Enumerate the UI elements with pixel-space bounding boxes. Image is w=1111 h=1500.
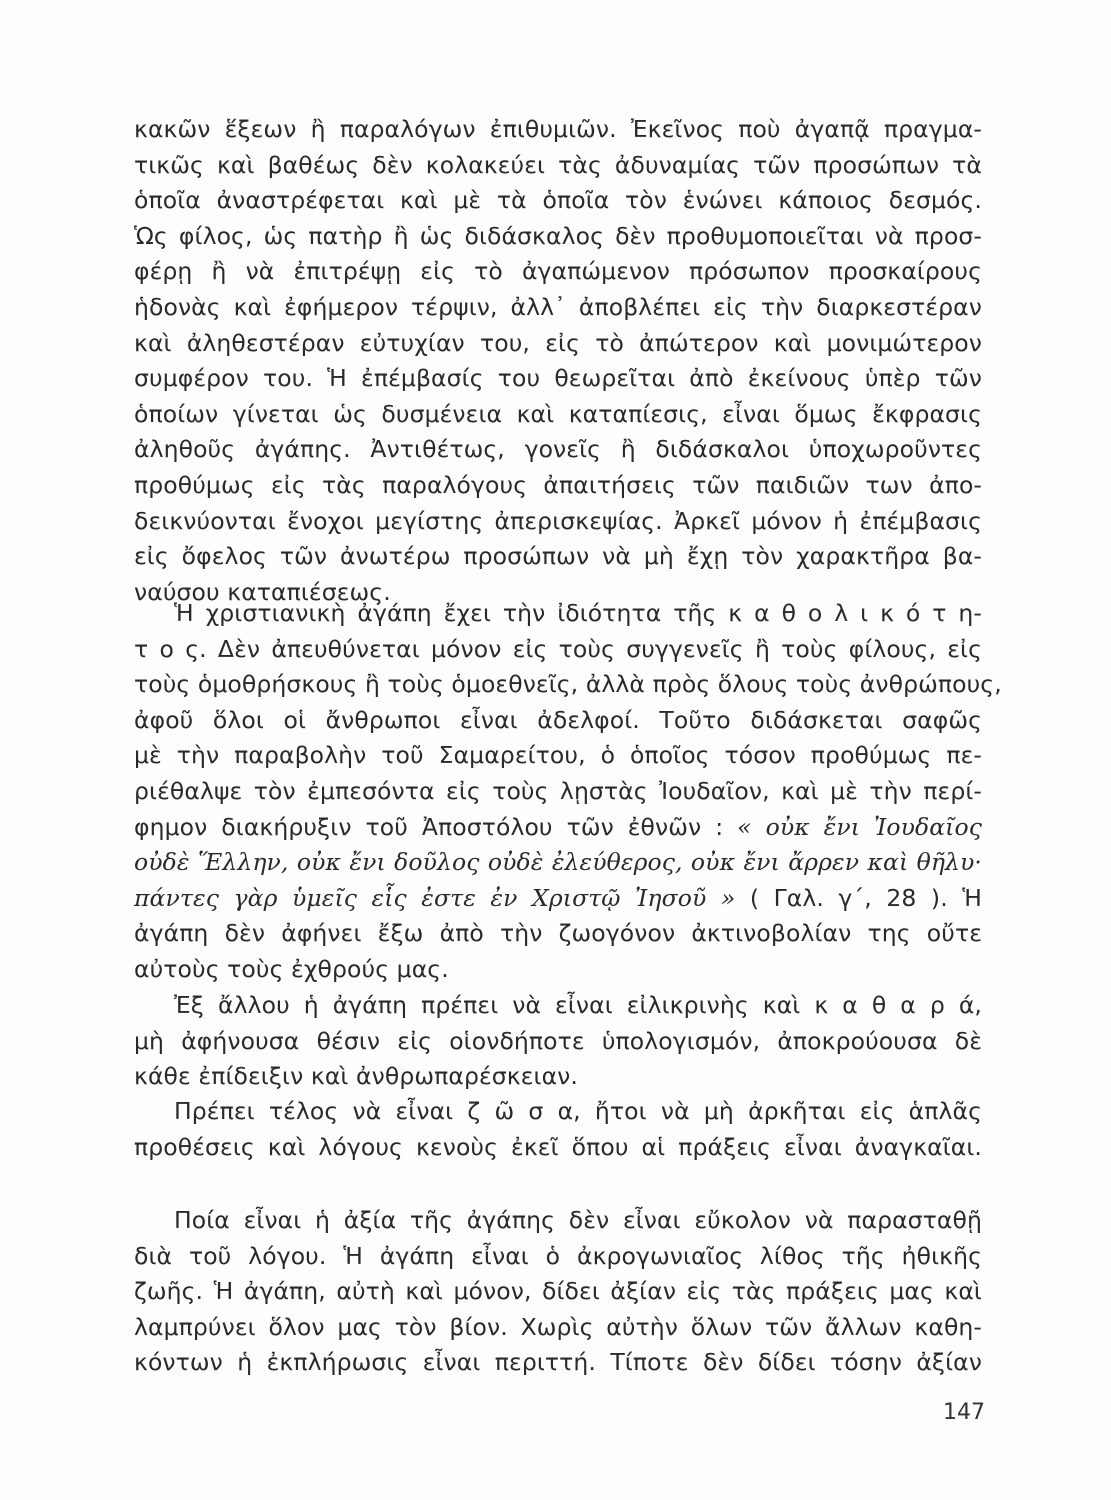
text-line: φέρῃ ἢ νὰ ἐπιτρέψῃ εἰς τὸ ἀγαπώμενον πρόσωπον προσκαίρους	[134, 257, 982, 286]
citation-span: ( Γαλ. γ΄, 28 ). Ἡ	[749, 883, 982, 912]
text-span: φημον διακήρυξιν τοῦ Ἀποστόλου τῶν ἐθνῶν :	[134, 812, 724, 841]
quote-span: πάντες γὰρ ὑμεῖς εἷς ἐστε ἐν Χριστῷ Ἰησοῦ »	[134, 883, 736, 912]
text-line: Πρέπει τέλος νὰ εἶναι ζ ῶ σ α, ἤτοι νὰ μὴ ἀρκῆται εἰς ἁπλᾶς	[174, 1097, 982, 1125]
text-line: προθύμως εἰς τὰς παραλόγους ἀπαιτήσεις τῶν παιδιῶν των ἀπο-	[134, 470, 982, 499]
text-line: συμφέρον του. Ἡ ἐπέμβασίς του θεωρεῖται ἀπὸ ἐκείνους ὑπὲρ τῶν	[134, 364, 982, 393]
text-line: διὰ τοῦ λόγου. Ἡ ἀγάπη εἶναι ὁ ἀκρογωνιαῖος λίθος τῆς ἠθικῆς	[134, 1241, 982, 1270]
text-line: Ὡς φίλος, ὡς πατὴρ ἢ ὡς διδάσκαλος δὲν προθυμοποιεῖται νὰ προσ-	[134, 221, 982, 250]
paragraph-1	[134, 112, 982, 610]
text-line: ἀγάπη δὲν ἀφήνει ἔξω ἀπὸ τὴν ζωογόνον ἀκτινοβολίαν της οὔτε	[134, 919, 982, 948]
text-line: ὁποῖα ἀναστρέφεται καὶ μὲ τὰ ὁποῖα τὸν ἑνώνει κάποιος δεσμός.	[134, 186, 982, 215]
text-line: Ποία εἶναι ἡ ἀξία τῆς ἀγάπης δὲν εἶναι εὔκολον νὰ παρασταθῇ	[174, 1206, 982, 1234]
text-line: τικῶς καὶ βαθέως δὲν κολακεύει τὰς ἀδυναμίας τῶν προσώπων τὰ	[134, 150, 982, 179]
quote-line: οὐδὲ Ἕλλην, οὐκ ἔνι δοῦλος οὐδὲ ἐλεύθερος, οὐκ ἔνι ἄρρεν καὶ θῆλυ·	[134, 848, 982, 877]
text-line: ἀληθοῦς ἀγάπης. Ἀντιθέτως, γονεῖς ἢ διδάσκαλοι ὑποχωροῦντες	[134, 435, 982, 464]
text-line: τοὺς ὁμοθρήσκους ἢ τοὺς ὁμοεθνεῖς, ἀλλὰ πρὸς ὅλους τοὺς ἀνθρώπους,	[134, 670, 1002, 699]
text-line: Ἐξ ἄλλου ἡ ἀγάπη πρέπει νὰ εἶναι εἰλικρινὴς καὶ κ α θ α ρ ά,	[174, 991, 982, 1019]
text-line: ἡδονὰς καὶ ἐφήμερον τέρψιν, ἀλλ᾿ ἀποβλέπει εἰς τὴν διαρκεστέραν	[134, 292, 982, 321]
text-line: Ἡ χριστιανικὴ ἀγάπη ἔχει τὴν ἰδιότητα τῆς κ α θ ο λ ι κ ό τ η-	[174, 599, 982, 627]
text-line: ἀφοῦ ὅλοι οἱ ἄνθρωποι εἶναι ἀδελφοί. Τοῦτο διδάσκεται σαφῶς	[134, 705, 982, 734]
text-line: ριέθαλψε τὸν ἐμπεσόντα εἰς τοὺς λῃστὰς Ἰουδαῖον, καὶ μὲ τὴν περί-	[134, 776, 982, 805]
paragraph-3	[134, 988, 982, 1095]
text-line: δεικνύονται ἔνοχοι μεγίστης ἀπερισκεψίας. Ἀρκεῖ μόνον ἡ ἐπέμβασις	[134, 506, 982, 535]
text-line: κάθε ἐπίδειξιν καὶ ἀνθρωπαρέσκειαν.	[134, 1062, 578, 1091]
paragraph-5	[134, 1203, 982, 1381]
text-line: κόντων ἡ ἐκπλήρωσις εἶναι περιττή. Τίποτε δὲν δίδει τόσην ἀξίαν	[134, 1348, 982, 1377]
text-line	[134, 810, 982, 846]
text-line: αὐτοὺς τοὺς ἐχθρούς μας.	[134, 954, 449, 983]
text-line: μὲ τὴν παραβολὴν τοῦ Σαμαρείτου, ὁ ὁποῖος τόσον προθύμως πε-	[134, 741, 982, 770]
text-line: προθέσεις καὶ λόγους κενοὺς ἐκεῖ ὅπου αἱ πράξεις εἶναι ἀναγκαῖαι.	[134, 1132, 982, 1161]
page-number: 147	[943, 1400, 985, 1425]
text-line: ναύσου καταπιέσεως.	[134, 577, 391, 606]
text-line: λαμπρύνει ὅλον μας τὸν βίον. Χωρὶς αὐτὴν ὅλων τῶν ἄλλων καθη-	[134, 1312, 982, 1341]
text-line	[134, 881, 982, 917]
quote-span: « οὐκ ἔνι Ἰουδαῖος	[737, 812, 983, 841]
text-line: ζωῆς. Ἡ ἀγάπη, αὐτὴ καὶ μόνον, δίδει ἀξίαν εἰς τὰς πράξεις μας καὶ	[134, 1277, 982, 1306]
paragraph-4	[134, 1094, 982, 1165]
text-line: ὁποίων γίνεται ὡς δυσμένεια καὶ καταπίεσις, εἶναι ὅμως ἔκφρασις	[134, 399, 982, 428]
text-line: κακῶν ἕξεων ἢ παραλόγων ἐπιθυμιῶν. Ἐκεῖνος ποὺ ἀγαπᾷ πραγμα-	[134, 115, 982, 143]
text-line: τ ο ς. Δὲν ἀπευθύνεται μόνον εἰς τοὺς συγγενεῖς ἢ τοὺς φίλους, εἰς	[134, 634, 982, 663]
text-line: μὴ ἀφήνουσα θέσιν εἰς οἱονδήποτε ὑπολογισμόν, ἀποκρούουσα δὲ	[134, 1026, 982, 1055]
paragraph-2	[134, 596, 1002, 988]
text-line: εἰς ὄφελος τῶν ἀνωτέρω προσώπων νὰ μὴ ἔχῃ τὸν χαρακτῆρα βα-	[134, 542, 982, 571]
text-line: καὶ ἀληθεστέραν εὐτυχίαν του, εἰς τὸ ἀπώτερον καὶ μονιμώτερον	[134, 328, 982, 357]
